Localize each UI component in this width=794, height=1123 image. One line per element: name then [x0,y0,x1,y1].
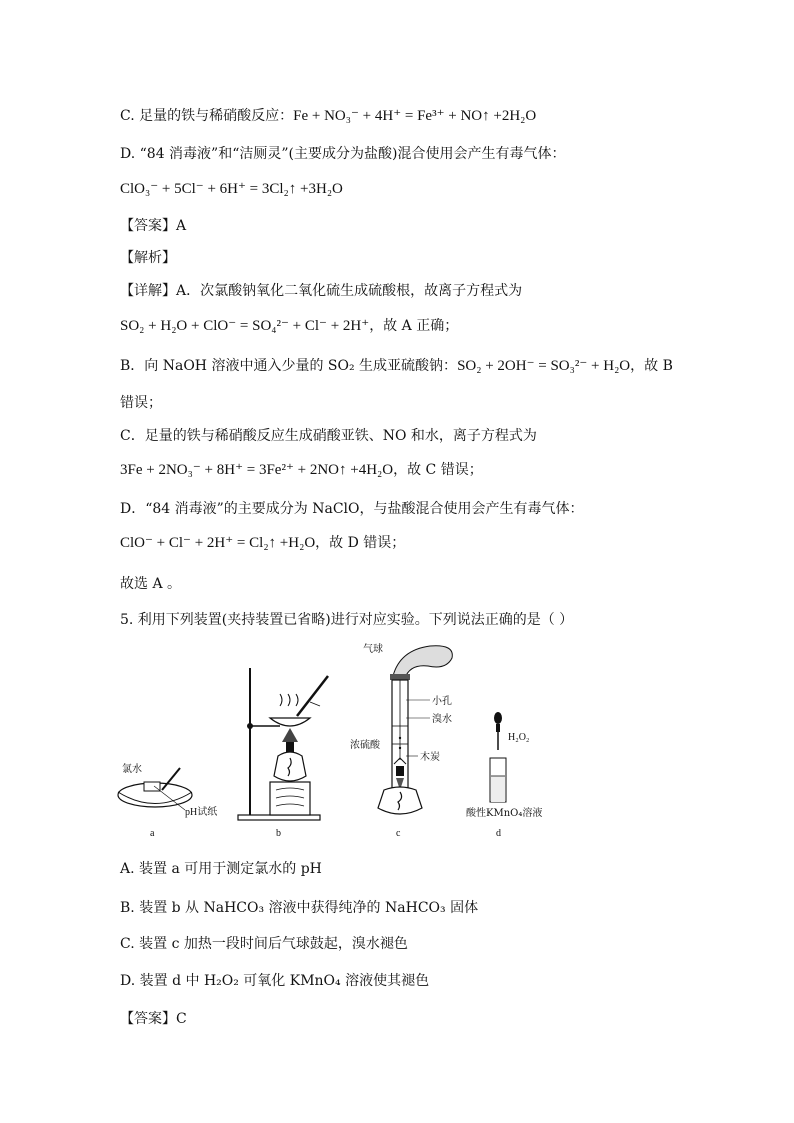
label-balloon: 气球 [363,644,383,655]
detail-text: 错误； [120,395,162,411]
equation: 3Fe + 2NO₃⁻ + 8H⁺ = 3Fe²⁺ + 2NO↑ +4H₂O [120,462,394,478]
label-ph-paper: pH试纸 [185,807,218,818]
question-5 [120,610,573,630]
detail-c [120,426,537,446]
label-bromine-water: 溴水 [432,714,452,725]
analysis-heading [120,248,176,268]
option-a [120,859,322,879]
line-suffix: ，故 D 错误； [315,535,406,551]
detail-b [120,356,673,376]
equation: ClO⁻ + Cl⁻ + 2H⁺ = Cl₂↑ +H₂O [120,535,316,551]
line-d-option [120,144,565,164]
line-suffix: ，故 A 正确； [369,318,459,334]
equation: SO₂ + H₂O + ClO⁻ = SO₄²⁻ + Cl⁻ + 2H⁺ [120,318,370,334]
option-d [120,971,429,991]
option-text: C. 装置 c 加热一段时间后气球鼓起，溴水褪色 [120,936,408,952]
detail-text: C．足量的铁与稀硝酸反应生成硝酸亚铁、NO 和水，离子方程式为 [120,428,537,444]
line-c-option [120,106,536,126]
detail-c-equation [120,460,483,480]
line-prefix: C. 足量的铁与稀硝酸反应： [120,108,294,124]
detail-d [120,499,584,519]
answer-5 [120,1009,187,1029]
line-suffix: ，故 B [630,358,673,374]
equation: Fe + NO₃⁻ + 4H⁺ = Fe³⁺ + NO↑ +2H₂O [293,108,537,124]
detail-b-cont [120,393,162,413]
apparatus-b [238,668,328,839]
detail-text: 【详解】A．次氯酸钠氧化二氧化硫生成硫酸根，故离子方程式为 [120,283,523,299]
apparatus-d [466,712,542,839]
label-conc-acid: 浓硫酸 [350,740,380,751]
option-text: A. 装置 a 可用于测定氯水的 pH [120,861,322,877]
line-prefix: D. “84 消毒液”和“洁厕灵”(主要成分为盐酸)混合使用会产生有毒气体： [120,146,566,162]
answer-text: 【答案】A [120,218,187,234]
label-kmno4: 酸性KMnO₄溶液 [466,808,543,819]
label-charcoal: 木炭 [420,752,440,763]
apparatus-figure [110,640,590,840]
equation: SO₂ + 2OH⁻ = SO₃²⁻ + H₂O [457,358,631,374]
line-suffix: ，故 C 错误； [393,462,483,478]
answer-line [120,216,186,236]
apparatus-a [118,762,217,839]
option-b [120,898,478,918]
label-chlorine-water: 氯水 [122,764,142,775]
answer-text: 【答案】C [120,1011,187,1027]
conclusion-text: 故选 A 。 [120,576,182,592]
line-prefix: B．向 NaOH 溶液中通入少量的 SO₂ 生成亚硫酸钠： [120,358,458,374]
detail-a-equation [120,316,458,336]
line-d-equation [120,179,343,199]
label-hole: 小孔 [432,696,452,707]
detail-a [120,281,522,301]
apparatus-c [350,642,452,839]
option-text: D. 装置 d 中 H₂O₂ 可氧化 KMnO₄ 溶液使其褪色 [120,973,430,989]
question-text: 5. 利用下列装置(夹持装置已省略)进行对应实验。下列说法正确的是（ ） [120,612,574,628]
analysis-text: 【解析】 [120,250,176,266]
conclusion [120,574,181,594]
caption-a: a [150,828,155,839]
equation: ClO₃⁻ + 5Cl⁻ + 6H⁺ = 3Cl₂↑ +3H₂O [120,181,343,197]
option-text: B. 装置 b 从 NaHCO₃ 溶液中获得纯净的 NaHCO₃ 固体 [120,900,479,916]
option-c [120,934,408,954]
label-h2o2: H₂O₂ [508,732,530,743]
caption-c: c [396,828,401,839]
caption-b: b [276,828,281,839]
detail-d-equation [120,533,405,553]
detail-text: D．“84 消毒液”的主要成分为 NaClO，与盐酸混合使用会产生有毒气体： [120,501,584,517]
caption-d: d [496,828,501,839]
